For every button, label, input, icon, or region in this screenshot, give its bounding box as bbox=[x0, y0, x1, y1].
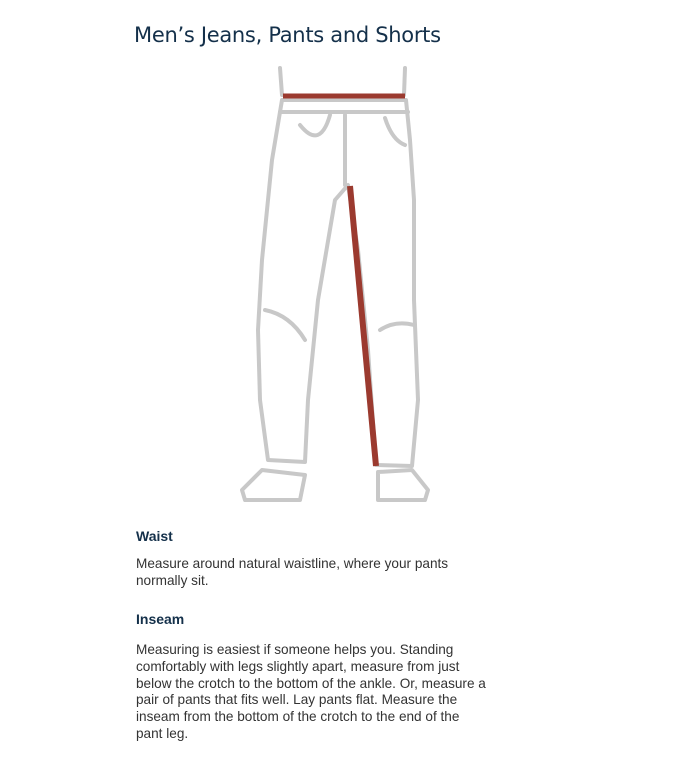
waist-description: Measure around natural waistline, where your pants normally sit. bbox=[136, 556, 449, 588]
inseam-measure-line bbox=[350, 186, 376, 466]
inseam-heading: Inseam bbox=[136, 611, 185, 627]
waist-heading: Waist bbox=[136, 528, 173, 544]
inseam-description: Measuring is easiest if someone helps you. Standing comfortably with legs slightly apart, measure from just below the crotch to the bottom of the ankle. Or, measure a pair of pants that fits well. Lay pants flat. Measure the inseam from the bottom of the crotch to the end of the pant leg. bbox=[136, 642, 486, 741]
pants-illustration bbox=[230, 60, 450, 510]
page-title: Men’s Jeans, Pants and Shorts bbox=[134, 23, 441, 47]
